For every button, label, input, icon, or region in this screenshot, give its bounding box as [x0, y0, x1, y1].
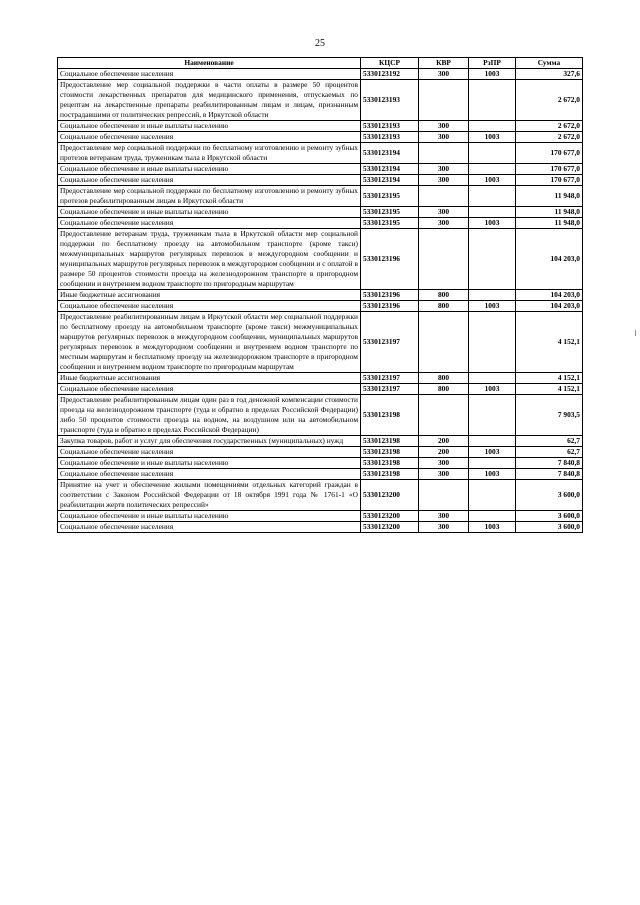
row-name: Социальное обеспечение населения [58, 132, 361, 143]
table-row [58, 143, 583, 164]
table-row [58, 469, 583, 480]
row-code: 5330123193 [361, 132, 419, 143]
row-kvr: 800 [419, 290, 469, 301]
row-kvr: 800 [419, 373, 469, 384]
row-rzpr: 1003 [469, 69, 516, 80]
row-name: Социальное обеспечение и иные выплаты населению [58, 164, 361, 175]
row-name: Социальное обеспечение и иные выплаты населению [58, 207, 361, 218]
row-kvr: 300 [419, 207, 469, 218]
row-rzpr [469, 458, 516, 469]
row-name: Социальное обеспечение населения [58, 301, 361, 312]
row-rzpr: 1003 [469, 301, 516, 312]
table-row [58, 229, 583, 290]
row-sum: 170 677,0 [516, 164, 583, 175]
row-code: 5330123196 [361, 290, 419, 301]
row-sum: 11 948,0 [516, 218, 583, 229]
header-row [58, 58, 583, 69]
row-name: Социальное обеспечение населения [58, 384, 361, 395]
row-name: Социальное обеспечение населения [58, 522, 361, 533]
table-row [58, 312, 583, 373]
row-sum: 2 672,0 [516, 132, 583, 143]
row-code: 5330123194 [361, 164, 419, 175]
row-sum: 104 203,0 [516, 290, 583, 301]
row-name: Предоставление реабилитированным лицам в Иркутской области мер социальной поддержки по бесплатному проезду на автомобильном транспорте (кроме такси) межмуниципальных маршрутов регулярных перевозок в междугородном сообщении, муниципальных маршрутов регулярных перевозок в междугородном сообщении и внутреннем водном транспорте по местным маршрутам и бесплатному проезду на железнодорожном транспорте в пригородном сообщении и внутреннем водном транспорте по пригородным маршрутам [58, 312, 361, 373]
row-code: 5330123193 [361, 121, 419, 132]
row-rzpr [469, 373, 516, 384]
table-row [58, 436, 583, 447]
row-sum: 3 600,0 [516, 480, 583, 511]
row-name: Закупка товаров, работ и услуг для обеспечения государственных (муниципальных) нужд [58, 436, 361, 447]
row-sum: 104 203,0 [516, 301, 583, 312]
row-code: 5330123197 [361, 312, 419, 373]
row-name: Предоставление реабилитированным лицам один раз в год денежной компенсации стоимости проезда на железнодорожном транспорте (туда и обратно в пределах Российской Федерации) либо 50 процентов стоимости проезда на водном, на воздушном или на автомобильном транспорте (туда и обратно в пределах Российской Федерации) [58, 395, 361, 436]
row-name: Социальное обеспечение населения [58, 175, 361, 186]
row-kvr [419, 312, 469, 373]
row-sum: 104 203,0 [516, 229, 583, 290]
row-code: 5330123192 [361, 69, 419, 80]
row-kvr: 300 [419, 175, 469, 186]
row-name: Социальное обеспечение населения [58, 469, 361, 480]
row-sum: 4 152,1 [516, 373, 583, 384]
table-row [58, 511, 583, 522]
row-sum: 7 840,8 [516, 458, 583, 469]
row-rzpr: 1003 [469, 132, 516, 143]
page-number: 25 [315, 38, 325, 49]
row-code: 5330123198 [361, 436, 419, 447]
row-kvr: 300 [419, 69, 469, 80]
row-name: Предоставление ветеранам труда, труженикам тыла в Иркутской области мер социальной поддержки по бесплатному проезду на автомобильном транспорте (кроме такси) межмуниципальных маршрутов регулярных перевозок в междугородном сообщении и муниципальных маршрутов регулярных перевозок в междугородном сообщении и с оплатой в размере 50 процентов стоимости проезда на железнодорожном транспорте в пригородном сообщении и внутреннем водном транспорте по пригородным маршрутам [58, 229, 361, 290]
row-code: 5330123196 [361, 229, 419, 290]
row-name: Иные бюджетные ассигнования [58, 290, 361, 301]
row-rzpr: 1003 [469, 469, 516, 480]
table-row [58, 458, 583, 469]
row-rzpr [469, 290, 516, 301]
row-sum: 327,6 [516, 69, 583, 80]
row-kvr: 300 [419, 469, 469, 480]
budget-table [57, 57, 583, 533]
table-row [58, 384, 583, 395]
row-rzpr [469, 164, 516, 175]
row-name: Предоставление мер социальной поддержки в части оплаты в размере 50 процентов стоимости лекарственных препаратов для медицинского применения, отпускаемых по рецептам на лекарственные препараты реабилитированным лицам и лицам, признанным пострадавшими от политических репрессий, в Иркутской области [58, 80, 361, 121]
row-name: Социальное обеспечение населения [58, 447, 361, 458]
row-kvr: 300 [419, 132, 469, 143]
table-row [58, 480, 583, 511]
row-sum: 7 840,8 [516, 469, 583, 480]
row-code: 5330123200 [361, 522, 419, 533]
table-row [58, 395, 583, 436]
row-code: 5330123195 [361, 186, 419, 207]
row-rzpr [469, 80, 516, 121]
header-rzpr: РзПР [469, 58, 516, 69]
row-sum: 2 672,0 [516, 80, 583, 121]
row-sum: 11 948,0 [516, 207, 583, 218]
row-sum: 4 152,1 [516, 384, 583, 395]
row-code: 5330123195 [361, 207, 419, 218]
table-row [58, 132, 583, 143]
table-row [58, 164, 583, 175]
row-name: Предоставление мер социальной поддержки по бесплатному изготовлению и ремонту зубных протезов ветеранам труда, труженикам тыла в Иркутской области [58, 143, 361, 164]
row-rzpr [469, 186, 516, 207]
header-kvr: КВР [419, 58, 469, 69]
table-row [58, 373, 583, 384]
row-code: 5330123198 [361, 447, 419, 458]
row-code: 5330123197 [361, 373, 419, 384]
row-code: 5330123198 [361, 469, 419, 480]
row-code: 5330123196 [361, 301, 419, 312]
table-row [58, 207, 583, 218]
row-kvr: 300 [419, 121, 469, 132]
row-rzpr: 1003 [469, 218, 516, 229]
row-code: 5330123198 [361, 395, 419, 436]
row-kvr: 300 [419, 218, 469, 229]
row-kvr: 800 [419, 301, 469, 312]
row-sum: 2 672,0 [516, 121, 583, 132]
row-kvr: 300 [419, 164, 469, 175]
scan-mark [635, 330, 636, 336]
row-sum: 3 600,0 [516, 511, 583, 522]
row-kvr [419, 143, 469, 164]
row-sum: 4 152,1 [516, 312, 583, 373]
row-name: Социальное обеспечение населения [58, 218, 361, 229]
row-code: 5330123193 [361, 80, 419, 121]
row-code: 5330123197 [361, 384, 419, 395]
row-code: 5330123194 [361, 175, 419, 186]
row-rzpr [469, 511, 516, 522]
row-sum: 11 948,0 [516, 186, 583, 207]
row-sum: 62,7 [516, 447, 583, 458]
row-rzpr [469, 143, 516, 164]
row-name: Принятие на учет и обеспечение жилыми помещениями отдельных категорий граждан в соответствии с Законом Российской Федерации от 18 октября 1991 года № 1761-1 «О реабилитации жертв политических репрессий» [58, 480, 361, 511]
row-sum: 7 903,5 [516, 395, 583, 436]
row-rzpr [469, 312, 516, 373]
row-code: 5330123195 [361, 218, 419, 229]
row-rzpr: 1003 [469, 447, 516, 458]
row-name: Предоставление мер социальной поддержки по бесплатному изготовлению и ремонту зубных протезов реабилитированным лицам в Иркутской области [58, 186, 361, 207]
row-code: 5330123200 [361, 511, 419, 522]
row-kvr: 300 [419, 522, 469, 533]
header-name: Наименование [58, 58, 361, 69]
row-name: Иные бюджетные ассигнования [58, 373, 361, 384]
row-kvr: 300 [419, 511, 469, 522]
row-rzpr: 1003 [469, 175, 516, 186]
table-row [58, 175, 583, 186]
row-name: Социальное обеспечение и иные выплаты населению [58, 458, 361, 469]
table-row [58, 69, 583, 80]
row-kvr: 800 [419, 384, 469, 395]
row-rzpr [469, 436, 516, 447]
row-rzpr [469, 207, 516, 218]
row-kvr [419, 395, 469, 436]
row-kvr [419, 186, 469, 207]
header-sum: Сумма [516, 58, 583, 69]
table-row [58, 447, 583, 458]
table-header [58, 58, 583, 69]
row-code: 5330123198 [361, 458, 419, 469]
row-rzpr [469, 395, 516, 436]
row-sum: 3 600,0 [516, 522, 583, 533]
row-kvr [419, 480, 469, 511]
row-kvr: 200 [419, 436, 469, 447]
row-rzpr: 1003 [469, 522, 516, 533]
table-row [58, 522, 583, 533]
row-kvr [419, 229, 469, 290]
row-rzpr [469, 229, 516, 290]
row-code: 5330123200 [361, 480, 419, 511]
row-rzpr [469, 121, 516, 132]
row-sum: 170 677,0 [516, 143, 583, 164]
table-row [58, 301, 583, 312]
row-kvr: 200 [419, 447, 469, 458]
table-row [58, 290, 583, 301]
row-rzpr [469, 480, 516, 511]
header-code: КЦСР [361, 58, 419, 69]
table-row [58, 218, 583, 229]
table-row [58, 186, 583, 207]
row-name: Социальное обеспечение и иные выплаты населению [58, 121, 361, 132]
row-name: Социальное обеспечение и иные выплаты населению [58, 511, 361, 522]
row-name: Социальное обеспечение населения [58, 69, 361, 80]
row-sum: 62,7 [516, 436, 583, 447]
table-body [58, 69, 583, 533]
table-row [58, 80, 583, 121]
row-rzpr: 1003 [469, 384, 516, 395]
row-kvr [419, 80, 469, 121]
row-kvr: 300 [419, 458, 469, 469]
row-code: 5330123194 [361, 143, 419, 164]
row-sum: 170 677,0 [516, 175, 583, 186]
table-row [58, 121, 583, 132]
